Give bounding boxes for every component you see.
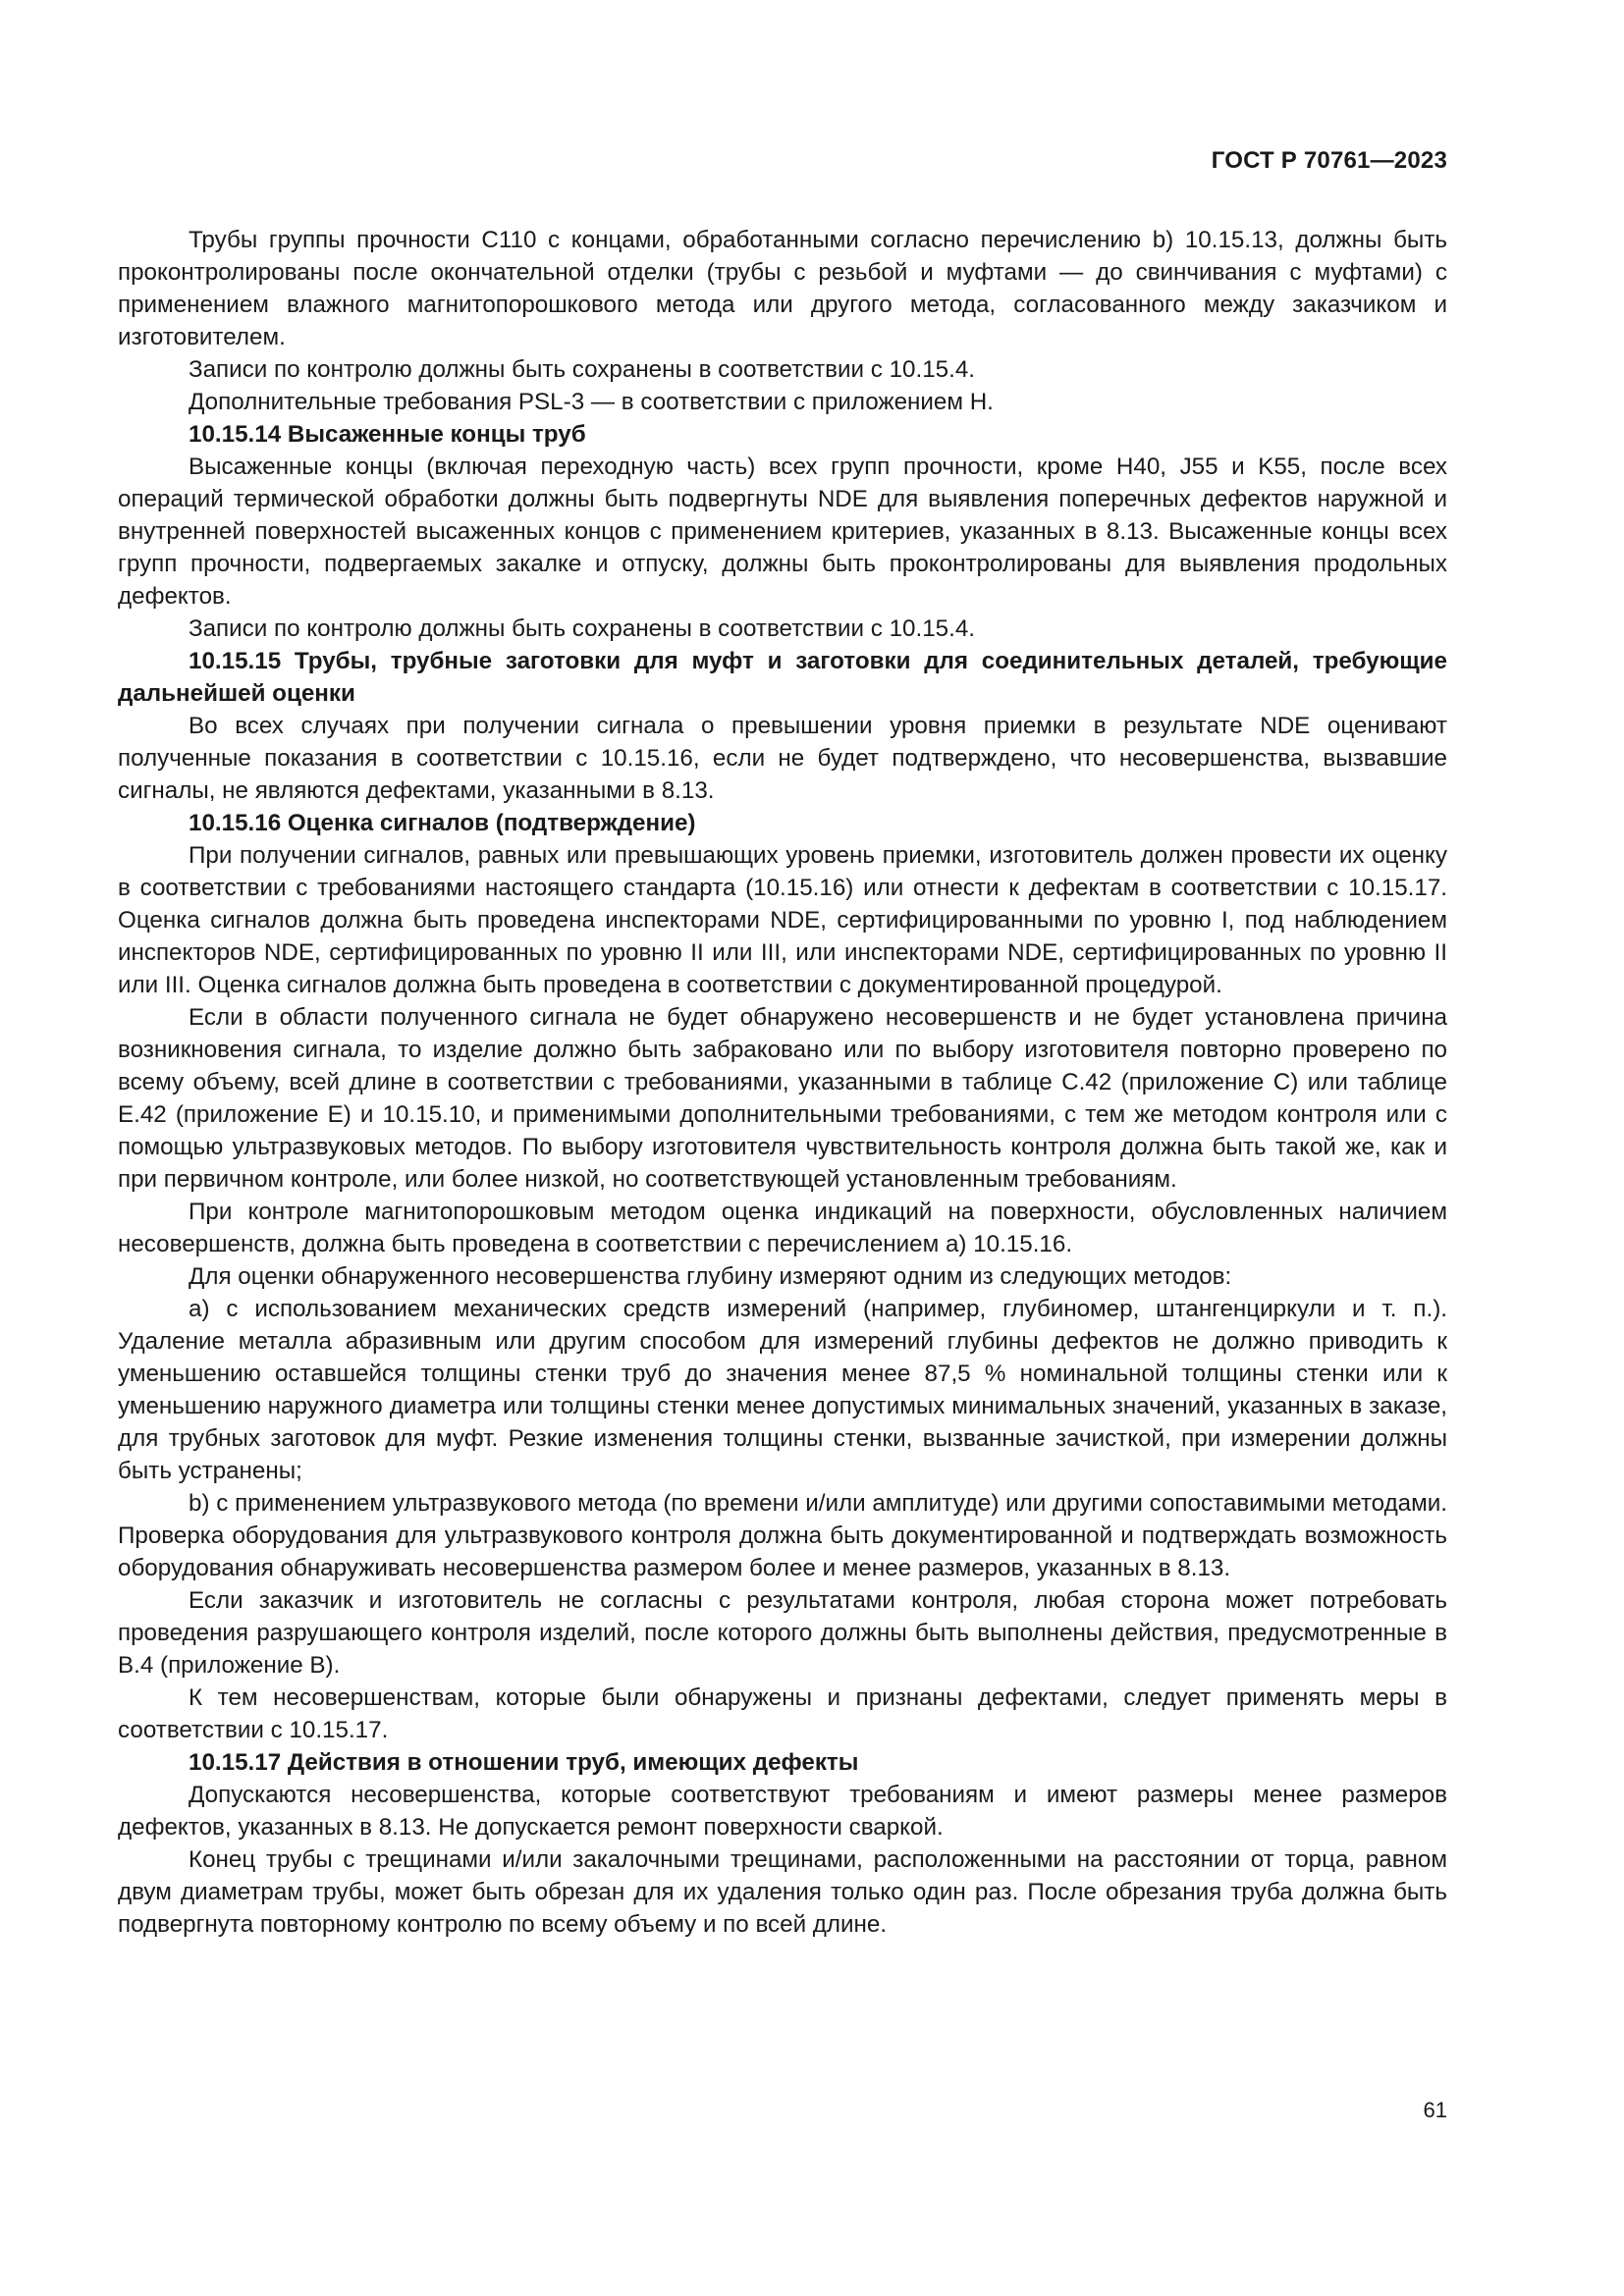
- document-body: [118, 224, 1447, 1941]
- paragraph: Высаженные концы (включая переходную часть) всех групп прочности, кроме H40, J55 и K55, после всех операций термической обработки должны быть подвергнуты NDE для выявления поперечных дефектов наружной и внутренней поверхностей высаженных концов с применением критериев, указанных в 8.13. Высаженные концы всех групп прочности, подвергаемых закалке и отпуску, должны быть проконтролированы для выявления продольных дефектов.: [118, 454, 1447, 610]
- paragraph: Конец трубы с трещинами и/или закалочными трещинами, расположенными на расстоянии от торца, равном двум диаметрам трубы, может быть обрезан для их удаления только один раз. После обрезания труба должна быть подвергнута повторному контролю по всему объему и по всей длине.: [118, 1846, 1447, 1938]
- paragraph: Допускаются несовершенства, которые соответствуют требованиям и имеют размеры менее размеров дефектов, указанных в 8.13. Не допускается ремонт поверхности сваркой.: [118, 1782, 1447, 1841]
- section-heading-10-15-17: 10.15.17 Действия в отношении труб, имеющих дефекты: [189, 1749, 859, 1776]
- page-number: 61: [1423, 2098, 1447, 2122]
- section-heading-10-15-16: 10.15.16 Оценка сигналов (подтверждение): [189, 810, 696, 836]
- document-header: ГОСТ Р 70761—2023: [1211, 147, 1447, 174]
- list-item-b: b) с применением ультразвукового метода (по времени и/или амплитуде) или другими сопоставимыми методами. Проверка оборудования для ультразвукового контроля должна быть документированной и подтверждать возможность оборудования обнаруживать несовершенства размером более и менее размеров, указанных в 8.13.: [118, 1490, 1447, 1581]
- paragraph: Для оценки обнаруженного несовершенства глубину измеряют одним из следующих методов:: [189, 1263, 1232, 1290]
- paragraph: Записи по контролю должны быть сохранены в соответствии с 10.15.4.: [189, 356, 976, 383]
- section-heading-10-15-14: 10.15.14 Высаженные концы труб: [189, 421, 586, 448]
- paragraph: Если заказчик и изготовитель не согласны с результатами контроля, любая сторона может потребовать проведения разрушающего контроля изделий, после которого должны быть выполнены действия, предусмотренные в В.4 (приложение В).: [118, 1587, 1447, 1679]
- paragraph: Если в области полученного сигнала не будет обнаружено несовершенств и не будет установлена причина возникновения сигнала, то изделие должно быть забраковано или по выбору изготовителя повторно проверено по всему объему, всей длине в соответствии с требованиями, указанными в таблице С.42 (приложение С) или таблице Е.42 (приложение Е) и 10.15.10, и применимыми дополнительными требованиями, с тем же методом контроля или с помощью ультразвуковых методов. По выбору изготовителя чувствительность контроля должна быть такой же, как и при первичном контроле, или более низкой, но соответствующей установленным требованиям.: [118, 1004, 1447, 1193]
- paragraph: Во всех случаях при получении сигнала о превышении уровня приемки в результате NDE оценивают полученные показания в соответствии с 10.15.16, если не будет подтверждено, что несовершенства, вызвавшие сигналы, не являются дефектами, указанными в 8.13.: [118, 713, 1447, 804]
- paragraph: Записи по контролю должны быть сохранены в соответствии с 10.15.4.: [189, 615, 976, 642]
- list-item-a: а) с использованием механических средств измерений (например, глубиномер, штангенциркули и т. п.). Удаление металла абразивным или другим способом для измерений глубины дефектов не должно приводить к уменьшению оставшейся толщины стенки труб до значения менее 87,5 % номинальной толщины стенки или к уменьшению наружного диаметра или толщины стенки менее допустимых минимальных значений, указанных в заказе, для трубных заготовок для муфт. Резкие изменения толщины стенки, вызванные зачисткой, при измерении должны быть устранены;: [118, 1296, 1447, 1484]
- section-heading-10-15-15: 10.15.15 Трубы, трубные заготовки для муфт и заготовки для соединительных деталей, требующие дальнейшей оценки: [118, 648, 1447, 707]
- paragraph: Дополнительные требования PSL-3 — в соответствии с приложением H.: [189, 389, 994, 415]
- paragraph: Трубы группы прочности С110 с концами, обработанными согласно перечислению b) 10.15.13, должны быть проконтролированы после окончательной отделки (трубы с резьбой и муфтами — до свинчивания с муфтами) с применением влажного магнитопорошкового метода или другого метода, согласованного между заказчиком и изготовителем.: [118, 227, 1447, 350]
- paragraph: При получении сигналов, равных или превышающих уровень приемки, изготовитель должен провести их оценку в соответствии с требованиями настоящего стандарта (10.15.16) или отнести к дефектам в соответствии с 10.15.17. Оценка сигналов должна быть проведена инспекторами NDE, сертифицированными по уровню I, под наблюдением инспекторов NDE, сертифицированных по уровню II или III, или инспекторами NDE, сертифицированных по уровню II или III. Оценка сигналов должна быть проведена в соответствии с документированной процедурой.: [118, 842, 1447, 998]
- paragraph: При контроле магнитопорошковым методом оценка индикаций на поверхности, обусловленных наличием несовершенств, должна быть проведена в соответствии с перечислением а) 10.15.16.: [118, 1199, 1447, 1257]
- paragraph: К тем несовершенствам, которые были обнаружены и признаны дефектами, следует применять меры в соответствии с 10.15.17.: [118, 1684, 1447, 1743]
